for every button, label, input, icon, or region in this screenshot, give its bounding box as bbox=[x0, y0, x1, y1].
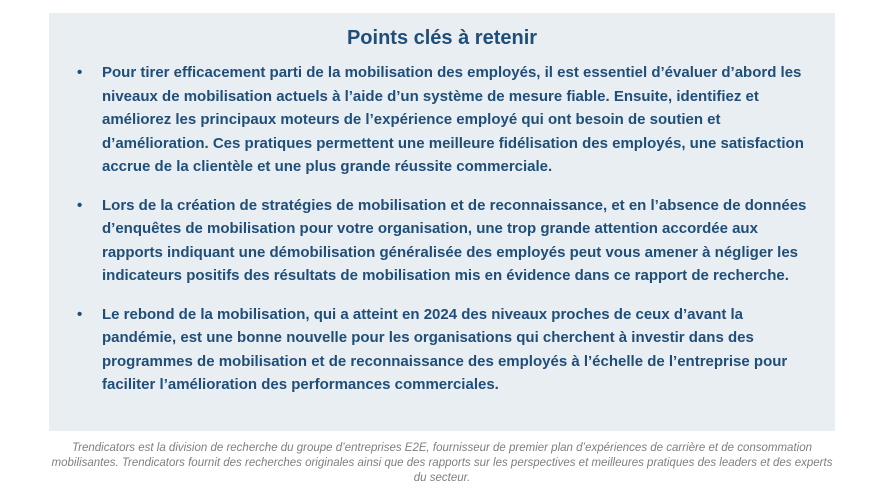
footer-note: Trendicators est la division de recherche du groupe d’entreprises E2E, fournisseur de premier plan d’expériences de carrière et de consommation mobilisantes. Trendicators fournit des recherches originales ainsi que des rapports sur les perspectives et meilleures pratiques des leaders et des experts du secteur. bbox=[51, 442, 833, 484]
key-points-panel bbox=[49, 13, 835, 431]
key-point-text: Lors de la création de stratégies de mobilisation et de reconnaissance, et en l’absence de données d’enquêtes de mobilisation pour votre organisation, une trop grande attention accordée aux rapports indiquant une démobilisation généralisée des employés peut vous amener à négliger les indicateurs positifs des résultats de mobilisation mis en évidence dans ce rapport de recherche. bbox=[102, 196, 807, 284]
key-point-text: Pour tirer efficacement parti de la mobilisation des employés, il est essentiel d’évaluer d’abord les niveaux de mobilisation actuels à l’aide d’un système de mesure fiable. Ensuite, identifiez et améliorez les principaux moteurs de l’expérience employé qui ont besoin de soutien et d’amélioration. Ces pratiques permettent une meilleure fidélisation des employés, une satisfaction accrue de la clientèle et une plus grande réussite commerciale. bbox=[102, 64, 804, 175]
key-points-list bbox=[49, 61, 835, 412]
key-point-item bbox=[49, 303, 835, 397]
key-point-text: Le rebond de la mobilisation, qui a atteint en 2024 des niveaux proches de ceux d’avant la pandémie, est une bonne nouvelle pour les organisations qui cherchent à investir dans des programmes de mobilisation et de reconnaissance des employés à l’échelle de l’entreprise pour faciliter l’amélioration des performances commerciales. bbox=[102, 305, 788, 393]
key-point-item bbox=[49, 61, 835, 179]
panel-title: Points clés à retenir bbox=[346, 27, 538, 49]
key-point-item bbox=[49, 194, 835, 288]
bullet-icon: • bbox=[77, 305, 83, 323]
bullet-icon: • bbox=[77, 196, 83, 214]
bullet-icon: • bbox=[77, 64, 83, 81]
